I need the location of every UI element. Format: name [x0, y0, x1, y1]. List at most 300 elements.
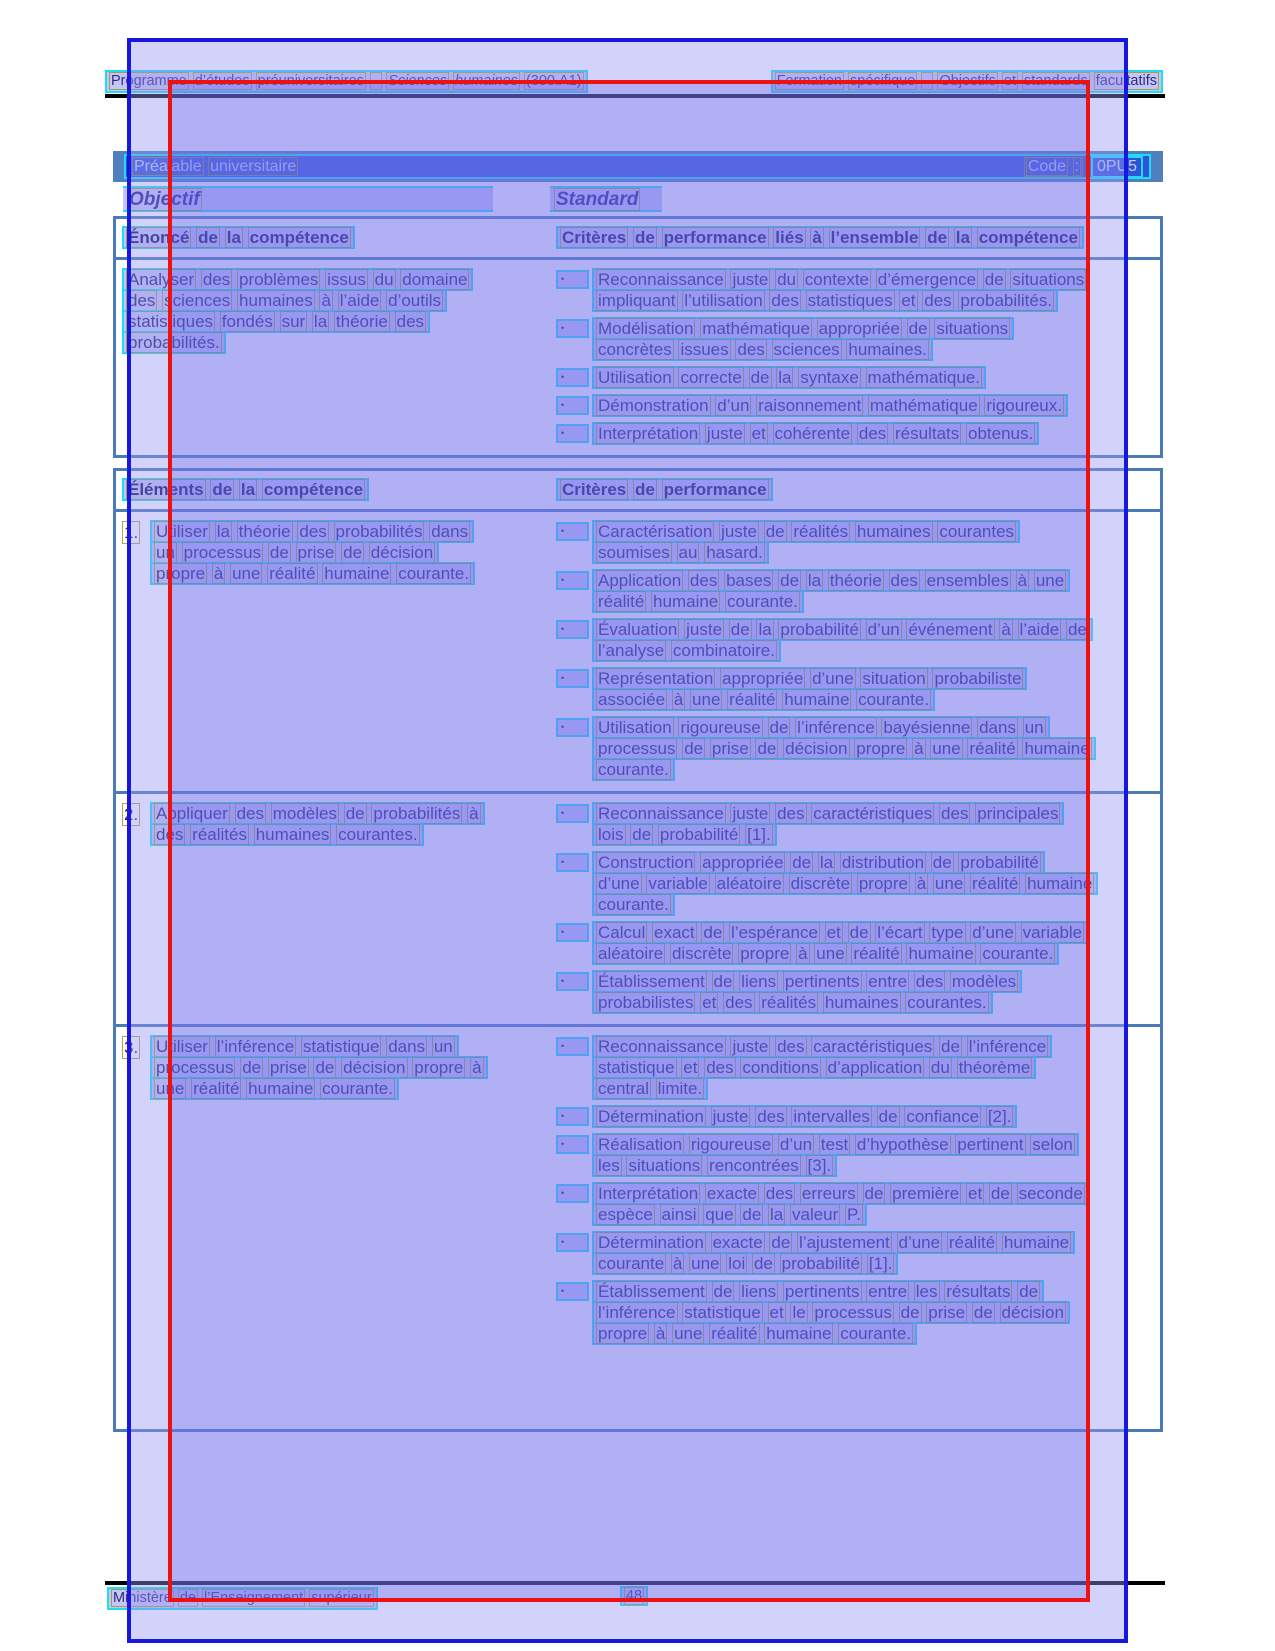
word-box: à — [655, 1324, 666, 1343]
word-box: d’une — [812, 669, 854, 688]
word-box: prise — [711, 739, 749, 758]
word-box: d’un — [779, 1135, 813, 1154]
word-box: Détermination — [598, 1107, 704, 1126]
competence-statement — [122, 268, 473, 354]
word-box: l’analyse — [598, 641, 665, 660]
word-box: l’écart — [877, 923, 923, 942]
word-box: une — [934, 874, 964, 893]
word-box: des — [858, 424, 887, 443]
word-box: décision — [1001, 1303, 1064, 1322]
word-box: Établissement — [598, 1282, 705, 1301]
word-box: appropriée — [722, 669, 804, 688]
word-box: de — [932, 853, 952, 872]
word-box: le — [792, 1303, 806, 1322]
word-box: courante. — [858, 690, 930, 709]
word-box: espèce — [598, 1205, 653, 1224]
word-box: Utiliser — [156, 1037, 208, 1056]
word-box: de — [849, 923, 869, 942]
word-box: facultatifs — [1095, 73, 1157, 89]
word-box: la — [955, 228, 970, 247]
word-box: des — [777, 804, 805, 823]
criterion-text — [592, 851, 1098, 916]
word-box: des — [757, 1107, 785, 1126]
word-box: caractéristiques — [813, 1037, 933, 1056]
word-box: domaine — [402, 270, 468, 289]
word-box: courantes. — [907, 993, 987, 1012]
competence-criteria-list — [556, 269, 1154, 444]
word-box: réalité — [948, 1233, 996, 1252]
word-box: exacte — [706, 1184, 758, 1203]
word-box: syntaxe — [800, 368, 859, 387]
criterion-text — [592, 569, 1070, 613]
word-box: d’outils — [388, 291, 442, 310]
word-box: des — [890, 571, 918, 590]
word-box: de — [345, 804, 365, 823]
bullet-icon: • — [556, 571, 589, 590]
word-box: courante. — [840, 1324, 912, 1343]
word-box: des — [236, 804, 264, 823]
word-box: Évaluation — [598, 620, 678, 639]
criterion-item — [556, 852, 1154, 915]
word-box: humaines — [255, 825, 330, 844]
word-box: variable — [648, 874, 708, 893]
bullet-icon: • — [556, 669, 589, 688]
word-box: Reconnaissance — [598, 270, 724, 289]
word-box: résultats — [895, 424, 960, 443]
criterion-text — [592, 1035, 1052, 1100]
word-box: l’espérance — [731, 923, 818, 942]
word-box: et — [1003, 73, 1016, 89]
word-box: la — [313, 312, 328, 331]
word-box: performance — [663, 228, 767, 247]
word-box: la — [226, 228, 241, 247]
word-box: humaines — [824, 993, 899, 1012]
word-box: Formation — [776, 73, 842, 89]
word-box: situations — [936, 319, 1009, 338]
word-box: [3]. — [807, 1156, 832, 1175]
word-box: réalité — [853, 944, 900, 963]
word-box: liens — [741, 972, 777, 991]
word-box: réalité — [711, 1324, 758, 1343]
word-box: compétence — [978, 228, 1078, 247]
word-box: la — [216, 522, 230, 541]
word-box: un — [156, 543, 175, 562]
word-box: humaine — [1027, 874, 1093, 893]
word-box: Construction — [598, 853, 694, 872]
word-box: de — [765, 522, 785, 541]
word-box: une — [932, 739, 961, 758]
word-box: de — [684, 739, 704, 758]
word-box: préuniversitaires — [257, 73, 365, 89]
word-box: de — [269, 543, 289, 562]
word-box: Interprétation — [598, 1184, 699, 1203]
bullet-icon: • — [556, 1233, 589, 1252]
word-box: Détermination — [598, 1233, 704, 1252]
word-box: probabilités. — [960, 291, 1053, 310]
header-program-name — [386, 72, 520, 90]
word-box: pertinent — [957, 1135, 1024, 1154]
criterion-text — [592, 970, 1022, 1014]
bullet-icon: • — [556, 1135, 589, 1154]
word-box: processus — [183, 543, 262, 562]
word-box: des — [915, 972, 944, 991]
criterion-item — [556, 269, 1154, 311]
word-box: aléatoire — [598, 944, 664, 963]
word-box: confiance — [906, 1107, 980, 1126]
word-box: Réalisation — [598, 1135, 683, 1154]
word-box: de — [990, 1184, 1010, 1203]
word-box: humaine — [784, 690, 850, 709]
word-box: théorie — [829, 571, 882, 590]
word-box: courante — [598, 1254, 665, 1273]
word-box: Représentation — [598, 669, 714, 688]
word-box: un — [433, 1037, 453, 1056]
word-box: à — [916, 874, 927, 893]
word-box: Éléments — [128, 480, 204, 499]
word-box: statistique — [302, 1037, 380, 1056]
word-box: la — [240, 480, 256, 499]
word-box: et — [751, 424, 766, 443]
word-box: Énoncé — [128, 228, 190, 247]
element-row-1 — [116, 512, 1160, 791]
word-box: de — [753, 1254, 773, 1273]
criterion-item — [556, 803, 1154, 845]
word-box: Utiliser — [156, 522, 208, 541]
column-headings — [113, 186, 1163, 216]
criterion-item — [556, 619, 1154, 661]
word-box: théorie — [238, 522, 291, 541]
word-box: [1]. — [747, 825, 771, 844]
word-box: Critères — [562, 480, 627, 499]
word-box: prise — [928, 1303, 966, 1322]
word-box: l’ensemble — [830, 228, 919, 247]
word-box: rigoureuse — [680, 718, 761, 737]
bullet-icon: • — [556, 1184, 589, 1203]
criterion-text — [592, 1231, 1075, 1275]
banner-code-value: 0PU5 — [1091, 156, 1143, 178]
word-box: de — [179, 1590, 196, 1606]
word-box: variable — [1022, 923, 1083, 942]
banner-code-label — [1024, 157, 1083, 177]
criterion-item — [556, 521, 1154, 563]
criteres-ensemble-header — [556, 226, 1084, 249]
word-box: réalité — [598, 592, 645, 611]
criterion-text — [592, 716, 1096, 781]
header-program-code — [524, 72, 584, 90]
word-box: d’une — [972, 923, 1014, 942]
word-box: P. — [847, 1205, 861, 1224]
word-box: de — [757, 739, 777, 758]
word-box: et — [769, 1303, 784, 1322]
word-box: et — [901, 291, 916, 310]
word-box: spécifique — [850, 73, 916, 89]
word-box: des — [771, 291, 799, 310]
criterion-item — [556, 1183, 1154, 1225]
word-box: juste — [712, 1107, 749, 1126]
word-box: Application — [598, 571, 682, 590]
word-box: juste — [706, 424, 743, 443]
word-box: probabilités — [335, 522, 423, 541]
word-box: pertinents — [784, 1282, 860, 1301]
word-box: l’utilisation — [684, 291, 763, 310]
word-box: Programme — [111, 73, 187, 89]
bullet-icon: • — [556, 396, 589, 415]
word-box: Préalable — [134, 157, 202, 175]
word-box: une — [691, 1254, 720, 1273]
word-box: de — [730, 620, 750, 639]
word-box: sciences — [773, 340, 840, 359]
word-box: exact — [653, 923, 695, 942]
word-box: décision — [785, 739, 848, 758]
banner-title — [132, 158, 298, 176]
bullet-icon: • — [556, 424, 589, 443]
word-box: humaines — [856, 522, 931, 541]
bullet-icon: • — [556, 972, 589, 991]
word-box: pertinents — [784, 972, 860, 991]
word-box: l’inférence — [968, 1037, 1047, 1056]
word-box: à — [1001, 620, 1011, 639]
word-box: de — [878, 1107, 898, 1126]
criterion-item — [556, 922, 1154, 964]
word-box: Utilisation — [598, 368, 672, 387]
word-box: mathématique — [869, 396, 978, 415]
header-program-title — [105, 70, 588, 93]
word-box: Analyser — [128, 270, 195, 289]
word-box: une — [232, 564, 261, 583]
word-box: réalité — [972, 874, 1019, 893]
word-box: de — [1067, 620, 1087, 639]
criterion-text — [592, 317, 1014, 361]
word-box: conditions — [742, 1058, 819, 1077]
word-box: d’une — [898, 1233, 941, 1252]
word-box: Utilisation — [598, 718, 672, 737]
word-box: à — [673, 690, 684, 709]
word-box: la — [807, 571, 822, 590]
word-box: 48 — [625, 1588, 643, 1604]
word-box: bases — [726, 571, 772, 590]
criterion-text — [592, 520, 1020, 564]
word-box: de — [742, 1205, 762, 1224]
word-box: de — [343, 543, 363, 562]
word-box: rigoureux. — [986, 396, 1062, 415]
prerequisite-banner — [113, 151, 1163, 182]
word-box: de — [908, 319, 928, 338]
bullet-icon: • — [556, 718, 589, 737]
word-box: concrètes — [598, 340, 672, 359]
word-box: humaine — [1024, 739, 1090, 758]
word-box: réalité — [969, 739, 1016, 758]
word-box: des — [689, 571, 718, 590]
word-box: théorème — [958, 1058, 1031, 1077]
word-box: Reconnaissance — [598, 804, 724, 823]
bullet-icon: • — [556, 1282, 589, 1301]
word-box: humaine — [324, 564, 390, 583]
word-box: à — [798, 944, 808, 963]
criterion-text — [592, 1280, 1070, 1345]
word-box: selon — [1032, 1135, 1073, 1154]
word-box: : — [1074, 157, 1079, 175]
footer-rule — [105, 1581, 1165, 1585]
word-box: d’une — [598, 874, 640, 893]
word-box: de — [1019, 1282, 1039, 1301]
word-box: propre — [856, 739, 906, 758]
word-box: d’hypothèse — [856, 1135, 949, 1154]
criterion-item — [556, 717, 1154, 780]
word-box: liens — [741, 1282, 777, 1301]
word-box: Code — [1027, 157, 1067, 175]
heading-standard — [550, 186, 662, 212]
word-box: à — [321, 291, 331, 310]
word-box: au — [678, 543, 698, 562]
word-box: limite. — [657, 1079, 703, 1098]
word-box: statistiques — [807, 291, 893, 310]
word-box: une — [692, 690, 721, 709]
word-box: [1]. — [868, 1254, 893, 1273]
word-box: une — [1035, 571, 1065, 590]
word-box: résultats — [946, 1282, 1011, 1301]
criterion-item — [556, 1281, 1154, 1344]
footer-page-number — [620, 1586, 648, 1606]
word-box: (300.A1) — [525, 73, 582, 89]
word-box: de — [315, 1058, 335, 1077]
word-box: issus — [327, 270, 366, 289]
criterion-text — [592, 802, 1064, 846]
word-box: caractéristiques — [813, 804, 933, 823]
element-number: 1. — [124, 523, 139, 542]
criterion-text — [592, 1133, 1079, 1177]
word-box: réalités — [192, 825, 247, 844]
word-box: d’un — [867, 620, 900, 639]
bullet-icon: • — [556, 319, 589, 338]
word-box: un — [1024, 718, 1044, 737]
word-box: propre — [414, 1058, 464, 1077]
criterion-text — [592, 366, 986, 389]
word-box: issues — [680, 340, 729, 359]
word-box: aléatoire — [716, 874, 782, 893]
word-box: de — [713, 972, 733, 991]
word-box: la — [758, 620, 772, 639]
word-box: la — [819, 853, 834, 872]
word-box: de — [242, 1058, 262, 1077]
word-box: dans — [388, 1037, 426, 1056]
word-box: des — [725, 993, 753, 1012]
word-box: ainsi — [661, 1205, 697, 1224]
word-box: discrète — [671, 944, 732, 963]
word-box: de — [984, 270, 1004, 289]
word-box: prise — [297, 543, 335, 562]
word-box: sciences — [164, 291, 231, 310]
word-box: ensembles — [926, 571, 1009, 590]
criterion-item — [556, 318, 1154, 360]
word-box: intervalles — [793, 1107, 870, 1126]
word-box: dans — [979, 718, 1016, 737]
word-box: Sciences — [388, 73, 448, 89]
word-box: la — [778, 368, 792, 387]
word-box: central — [598, 1079, 650, 1098]
word-box: courante. — [598, 760, 669, 779]
element-number: 2. — [124, 805, 139, 824]
prerequisite-banner-highlight — [124, 154, 1151, 179]
word-box: liés — [775, 228, 804, 247]
word-box: rencontrées — [709, 1156, 799, 1175]
word-box: juste — [732, 804, 769, 823]
word-box: juste — [686, 620, 723, 639]
word-box: de — [635, 228, 655, 247]
word-box: à — [812, 228, 822, 247]
criterion-item — [556, 570, 1154, 612]
word-box: réalités — [793, 522, 849, 541]
word-box: processus — [598, 739, 676, 758]
word-box: type — [931, 923, 964, 942]
word-box: impliquant — [598, 291, 676, 310]
word-box: réalités — [761, 993, 817, 1012]
word-box: juste — [732, 1037, 769, 1056]
word-box: fondés — [221, 312, 273, 331]
word-box: erreurs — [801, 1184, 856, 1203]
word-box: et — [967, 1184, 983, 1203]
word-box: réalité — [729, 690, 776, 709]
word-box: première — [892, 1184, 960, 1203]
word-box: l’inférence — [797, 718, 875, 737]
word-box: l’ajustement — [799, 1233, 890, 1252]
word-box: et — [826, 923, 841, 942]
word-box: cohérente — [774, 424, 851, 443]
word-box: probabilité — [960, 853, 1039, 872]
word-box: les — [598, 1156, 620, 1175]
word-box: juste — [721, 522, 757, 541]
word-box: courante. — [982, 944, 1054, 963]
word-box: que — [705, 1205, 734, 1224]
bullet-icon: • — [556, 270, 589, 289]
word-box: lois — [598, 825, 624, 844]
elements-header — [122, 478, 369, 501]
word-box: bayésienne — [883, 718, 971, 737]
word-box: et — [683, 1058, 698, 1077]
word-box: mathématique — [702, 319, 810, 338]
word-box: Interprétation — [598, 424, 699, 443]
element-number: 3. — [124, 1038, 139, 1057]
word-box: principales — [977, 804, 1059, 823]
element-criteria-list — [556, 521, 1154, 780]
footer-page-number-wrap — [105, 1587, 1163, 1606]
banner-code — [1024, 156, 1143, 178]
word-box: obtenus. — [968, 424, 1034, 443]
elements-table-header — [116, 471, 1160, 512]
word-box: d’un — [717, 396, 750, 415]
word-box: statistique — [598, 1058, 675, 1077]
word-box: de — [927, 228, 948, 247]
criterion-item — [556, 1036, 1154, 1099]
word-box: d’émergence — [877, 270, 977, 289]
word-box: probabilités — [373, 804, 461, 823]
word-box: problèmes — [239, 270, 319, 289]
word-box: de — [900, 1303, 920, 1322]
word-box: Caractérisation — [598, 522, 713, 541]
word-box: propre — [858, 874, 908, 893]
word-box: des — [299, 522, 327, 541]
word-box: raisonnement — [758, 396, 862, 415]
word-box: des — [396, 312, 425, 331]
word-box: humaine — [248, 1079, 314, 1098]
criterion-text — [592, 268, 1090, 312]
bullet-icon: • — [556, 1107, 589, 1126]
word-box: associée — [598, 690, 666, 709]
word-box: compétence — [249, 228, 349, 247]
header-program-prefix — [109, 72, 382, 90]
word-box: compétence — [263, 480, 364, 499]
word-box: statistique — [684, 1303, 761, 1322]
word-box: des — [202, 270, 231, 289]
